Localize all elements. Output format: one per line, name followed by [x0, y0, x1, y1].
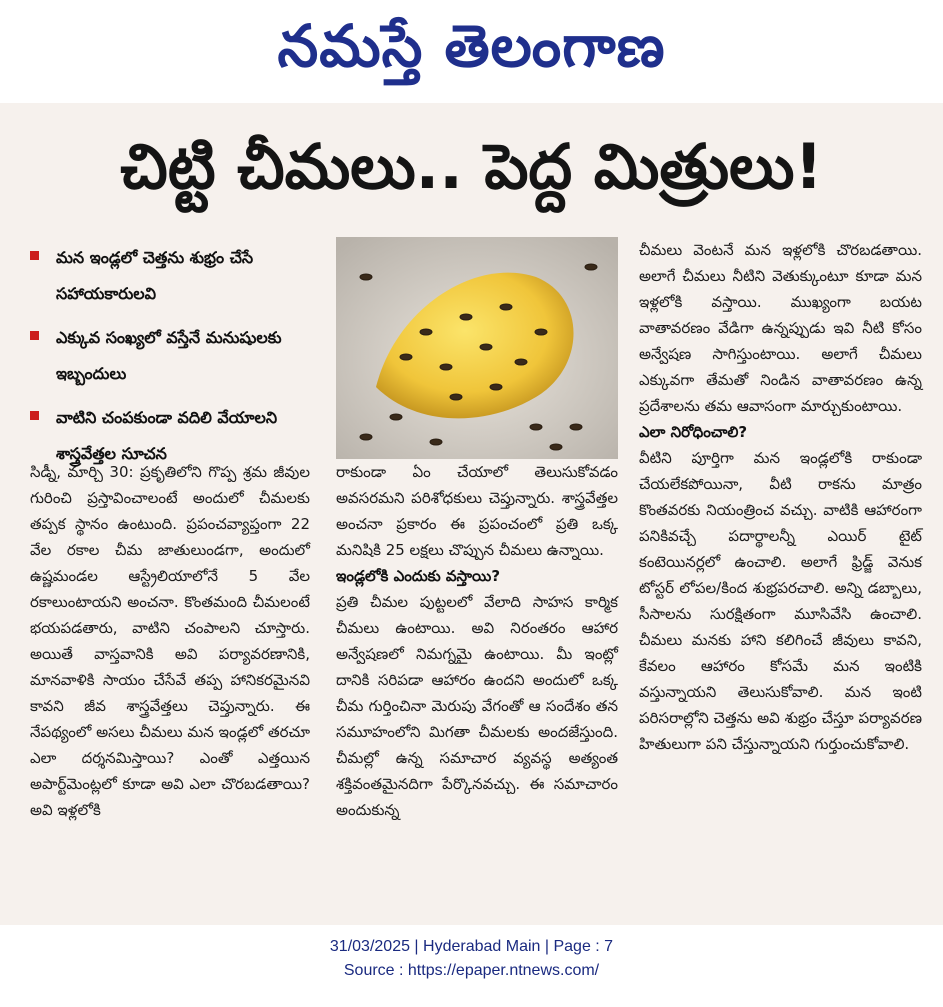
highlight-text: ఎక్కువ సంఖ్యలో వస్తేనే మనుషులకు ఇబ్బందులు	[56, 328, 282, 383]
subheading-why-come: ఇండ్లలోకి ఎందుకు వస్తాయి?	[336, 567, 501, 585]
article-column-right	[639, 237, 922, 757]
masthead	[0, 0, 943, 100]
edition-info: 31/03/2025 | Hyderabad Main | Page : 7	[329, 938, 614, 955]
page-footer	[0, 935, 943, 983]
highlights-box	[30, 240, 330, 480]
article-paragraph: వీటిని పూర్తిగా మన ఇండ్లలోకి రాకుండా చేయలేకపోయినా, వీటి రాకను మాత్రం కొంతవరకు నియంత్రించ వచ్చు. వాటికి ఆహారంగా పనికివచ్చే పదార్థాలన్నీ ఎయిర్ టైట్ కంటెయినర్లలో ఉంచాలి. అలాగే ఫ్రిడ్జ్ వెనుక టోస్టర్ లోపల/కింద శుభ్రపరచాలి. అన్ని డబ్బాలు, సీసాలను సురక్షితంగా మూసివేసి ఉంచాలి. చీమలు మనకు హాని కలిగించే జీవులు కావని, కేవలం ఆహారం కోసమే మన ఇంటికి వస్తున్నాయని తెలుసుకోవాలి. మన ఇంటి పరిసరాల్లోని చెత్తను అవి శుభ్రం చేస్తూ పర్యావరణ హితులుగా పని చేస్తున్నాయని గుర్తుంచుకోవాలి.	[639, 449, 922, 753]
highlight-text: వాటిని చంపకుండా వదిలి వేయాలని శాస్త్రవేత్తల సూచన	[56, 408, 278, 463]
article-column-left	[30, 459, 310, 823]
article-paragraph: సిడ్నీ, మార్చి 30: ప్రకృతిలోని గొప్ప శ్రమ జీవుల గురించి ప్రస్తావించాలంటే అందులో చీమలకు తప్పక స్థానం ఉంటుంది. ప్రపంచవ్యాప్తంగా 22 వేల రకాల చీమ జాతులుండగా, అందులో ఉష్ణమండల ఆస్ట్రేలియాలోనే 5 వేల రకాలుంటాయని అంచనా. కొంతమంది చీమలంటే భయపడతారు, వాటిని చంపాలని చూస్తారు. అయితే వాస్తవానికి అవి పర్యావరణానికి, మానవాళికి సాయం చేసేవే తప్ప హానికరమైనవి కావని జీవ శాస్త్రవేత్తలు చెప్తున్నారు. ఈ నేపథ్యంలో అసలు చీమలు మన ఇండ్లలో తరచూ ఎలా దర్శనమిస్తాయి? ఎంతో ఎత్తయిన అపార్ట్‌మెంట్లలో కూడా అవి ఎలా చొరబడతాయి? అవి ఇళ్లలోకి	[30, 463, 310, 819]
subheading-how-to-prevent: ఎలా నిరోధించాలి?	[639, 423, 748, 441]
article-paragraph: చీమలు వెంటనే మన ఇళ్లలోకి చొరబడతాయి. అలాగే చీమలు నీటిని వెతుక్కుంటూ కూడా మన ఇళ్లలోకి వస్తాయి. ముఖ్యంగా బయట వాతావరణం వేడిగా ఉన్నప్పుడు ఇవి నీటి కోసం అన్వేషణ సాగిస్తుంటాయి. అలాగే చీమలు ఎక్కువగా తేమతో నిండిన వాతావరణం ఉన్న ప్రదేశాలను తమ ఆవాసంగా మార్చుకుంటాయి.	[639, 241, 922, 415]
red-square-bullet-icon	[30, 251, 39, 260]
highlight-item	[30, 240, 330, 320]
ants-on-mango-photo	[336, 237, 618, 459]
article-clipping	[0, 103, 943, 925]
newspaper-logo: నమస్తే తెలంగాణ	[277, 12, 666, 80]
highlight-item	[30, 320, 330, 400]
red-square-bullet-icon	[30, 331, 39, 340]
ants-photo-illustration	[336, 237, 618, 459]
article-headline: చిట్టి చీమలు.. పెద్ద మిత్రులు!	[120, 130, 823, 203]
highlight-text: మన ఇండ్లలో చెత్తను శుభ్రం చేసే సహాయకారులవి	[56, 248, 254, 303]
article-paragraph: ప్రతి చీమల పుట్టలలో వేలాది సాహస కార్మిక చీమలు ఉంటాయి. అవి నిరంతరం ఆహార అన్వేషణలో నిమగ్నమై ఉంటాయి. మీ ఇంట్లో దానికి సరిపడా ఆహారం ఉందని అందులో ఒక్క చీమ గుర్తించినా మెరుపు వేగంతో ఆ సందేశం తన సమూహంలోని మిగతా చీమలకు అందజేస్తుంది. చీమల్లో ఉన్న సమాచార వ్యవస్థ అత్యంత శక్తివంతమైనదిగా పేర్కొనవచ్చు. ఈ సమాచారం అందుకున్న	[336, 593, 618, 819]
source-link: Source : https://epaper.ntnews.com/	[343, 962, 600, 979]
article-paragraph: రాకుండా ఏం చేయాలో తెలుసుకోవడం అవసరమని పరిశోధకులు చెప్తున్నారు. శాస్త్రవేత్తల అంచనా ప్రకారం ఈ ప్రపంచంలో ప్రతి ఒక్క మనిషికి 25 లక్షలు చొప్పున చీమలు ఉన్నాయి.	[336, 463, 618, 559]
red-square-bullet-icon	[30, 411, 39, 420]
article-column-middle	[336, 459, 618, 823]
